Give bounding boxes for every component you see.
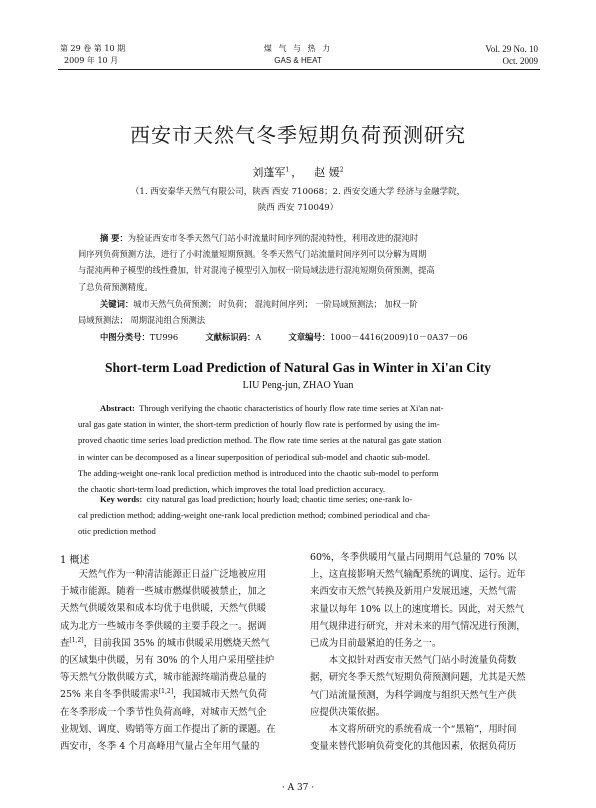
body-right-line: 变量来替代影响负荷变化的其他因素，依据负荷历: [310, 741, 517, 753]
body-left-line-cited: [60, 686, 288, 703]
paper-title-en: Short-term Load Prediction of Natural Gas in Winter in Xi'an City: [104, 360, 491, 375]
header-left-line1: 第 29 卷 第 10 期: [60, 44, 126, 53]
header-right-line2: Oct. 2009: [502, 56, 538, 66]
body-left-line: 天然气供暖效果和成本均优于电供暖，天然气供暖: [60, 603, 267, 615]
body-left-line: 等天然气分散供暖方式，城市能源终端消费总量的: [60, 672, 267, 684]
keywords-en-label: Key words:: [100, 494, 143, 504]
abstract-cn-line2: 间序列负荷预测方法，进行了小时流量短期预测。冬季天然气门站流量时间序列可以分解为周期: [78, 249, 427, 260]
body-left-line: 天然气作为一种清洁能源正日益广泛地被应用: [78, 569, 267, 580]
body-right-line: 来西安市天然气转换及新用户发展迅速，天然气需: [310, 586, 517, 598]
keywords-en: [78, 491, 518, 540]
keywords-en-line2: cal prediction method; adding-weight one-rank local prediction method; combined periodical and cha-: [78, 510, 430, 521]
abstract-cn-line4: 了总负荷预测精度。: [78, 281, 153, 292]
author-1-affil: 1: [285, 166, 290, 174]
author-2: 赵 媛: [314, 166, 340, 179]
body-left-line: 成为北方一些城市冬季供暖的主要手段之一。据调: [60, 620, 267, 632]
page-number: · A 37 ·: [281, 783, 315, 793]
paper-title-cn: 西安市天然气冬季短期负荷预测研究: [130, 123, 466, 147]
body-right-line: 用气规律进行研究，并对未来的用气情况进行预测，: [310, 620, 526, 632]
citation-ref: [1,2]: [69, 636, 84, 644]
clc-value: TU996: [149, 332, 179, 342]
authors-cn: [0, 164, 596, 180]
body-left-line: ，目前我国 35% 的城市供暖采用燃烧天然气: [83, 637, 270, 649]
keywords-cn: [78, 296, 518, 328]
body-left-line: 业规划、调度、购销等方面工作提出了新的课题。在: [60, 723, 276, 735]
body-right-line: 气门站流量预测，为科学调度与组织天然气生产供: [310, 689, 517, 701]
abstract-cn: [78, 230, 518, 295]
abstract-en-line5: The adding-weight one-rank local prediction method is introduced into the chaotic sub-model to perform: [78, 467, 439, 478]
article-number-label: 文章编号：: [288, 332, 331, 342]
keywords-en-line3: otic prediction method: [78, 526, 156, 537]
body-right-line: 60%，冬季供暖用气量占同期用气总量的 70% 以: [310, 552, 518, 563]
affiliation-line1: （1. 西安秦华天然气有限公司，陕西 西安 710068；2. 西安交通大学 经济与金融学院，: [130, 187, 466, 197]
body-right-line: 本文拟针对西安市天然气门站小时流量负荷数: [328, 655, 517, 667]
keywords-cn-line2: 局域预测法； 周期混沌组合预测法: [78, 315, 206, 326]
body-right-line: 求量以每年 10% 以上的速度增长。因此，对天然气: [310, 603, 525, 615]
authors-en: LIU Peng-jun, ZHAO Yuan: [242, 380, 354, 391]
abstract-en-line4: in winter can be decomposed as a linear superposition of periodical sub-model and chaotic sub-model.: [78, 451, 430, 462]
body-right-line: 已成为目前最紧迫的任务之一。: [310, 638, 442, 650]
header-left-line2: 2009 年 10 月: [64, 56, 119, 65]
citation-ref: [1,2]: [158, 688, 174, 696]
author-1: 刘蓬军: [252, 166, 286, 179]
doc-code-value: A: [255, 332, 262, 342]
header-right-line1: Vol. 29 No. 10: [485, 44, 538, 54]
classification-line: [100, 329, 468, 345]
article-number-value: 1000－4416(2009)10－0A37－06: [330, 332, 468, 342]
body-right-line: 上，这直接影响天然气输配系统的调度、运行。近年: [310, 569, 526, 581]
abstract-en-line3: proved chaotic time series load prediction method. The flow rate time series at the natural gas gate station: [78, 435, 442, 446]
body-left-line: 的区域集中供暖，另有 30% 的个人用户采用壁挂炉: [60, 655, 275, 667]
body-left-line: 于城市能源。随着一些城市燃煤供暖被禁止，加之: [60, 586, 267, 598]
doc-code-label: 文献标识码：: [205, 332, 256, 342]
body-left-line: 在冬季形成一个季节性负荷高峰，对城市天然气企: [60, 706, 267, 718]
abstract-en-label: Abstract:: [100, 403, 135, 413]
header-center-line2: GAS & HEAT: [274, 56, 322, 65]
abstract-cn-line1: 为验证西安市冬季天然气门站小时流量时间序列的混沌特性，利用改进的混沌时: [127, 233, 419, 243]
keywords-en-line1: city natural gas load prediction; hourly load; chaotic time series; one-rank lo-: [146, 494, 413, 504]
body-right-line: 应提供决策依据。: [310, 706, 386, 718]
body-right-line: 本文将所研究的系统看成一个“黑箱”，用时间: [328, 724, 517, 736]
body-left-line: 查: [60, 637, 70, 649]
journal-volume-en: [485, 43, 538, 67]
body-left-line: ，我国城市天然气负荷: [173, 689, 267, 701]
author-separator: ，: [291, 166, 303, 179]
body-left-column: [60, 566, 288, 755]
clc-label: 中图分类号：: [100, 332, 150, 342]
header-center-line1: 煤 气 与 热 力: [263, 44, 333, 53]
body-left-line-cited: [60, 635, 288, 652]
abstract-en-line2: ural gas gate station in winter, the short-term prediction of hourly flow rate is performed by using the im-: [78, 419, 440, 430]
section-1-heading: 1 概述: [60, 555, 90, 566]
abstract-cn-label: 摘 要：: [100, 233, 128, 243]
header-rule: [58, 69, 540, 70]
abstract-cn-line3: 与混沌两种子模型的线性叠加，针对混沌子模型引入加权一阶局域法进行混沌短期负荷预测，提高: [78, 265, 435, 276]
abstract-en: [78, 400, 518, 497]
affiliations-cn: [0, 184, 596, 216]
body-left-line: 西安市，冬季 4 个月高峰用气量占全年用气量的: [60, 741, 260, 753]
author-2-affil: 2: [339, 166, 344, 174]
keywords-cn-label: 关键词：: [100, 299, 134, 309]
keywords-cn-line1: 城市天然气负荷预测； 时负荷； 混沌时间序列； 一阶局域预测法； 加权一阶: [133, 299, 418, 309]
body-left-line: 25% 来自冬季供暖需求: [60, 689, 159, 701]
body-right-column: [310, 549, 538, 755]
body-right-line: 据，研究冬季天然气短期负荷预测问题，尤其是天然: [310, 672, 526, 684]
abstract-en-line6: the chaotic short-term load prediction, which improves the total load prediction accuracy.: [78, 484, 386, 495]
affiliation-line2: 陕西 西安 710049）: [257, 203, 339, 213]
abstract-en-line1: Through verifying the chaotic characteristics of hourly flow rate time series at Xi'an nat-: [139, 403, 444, 413]
